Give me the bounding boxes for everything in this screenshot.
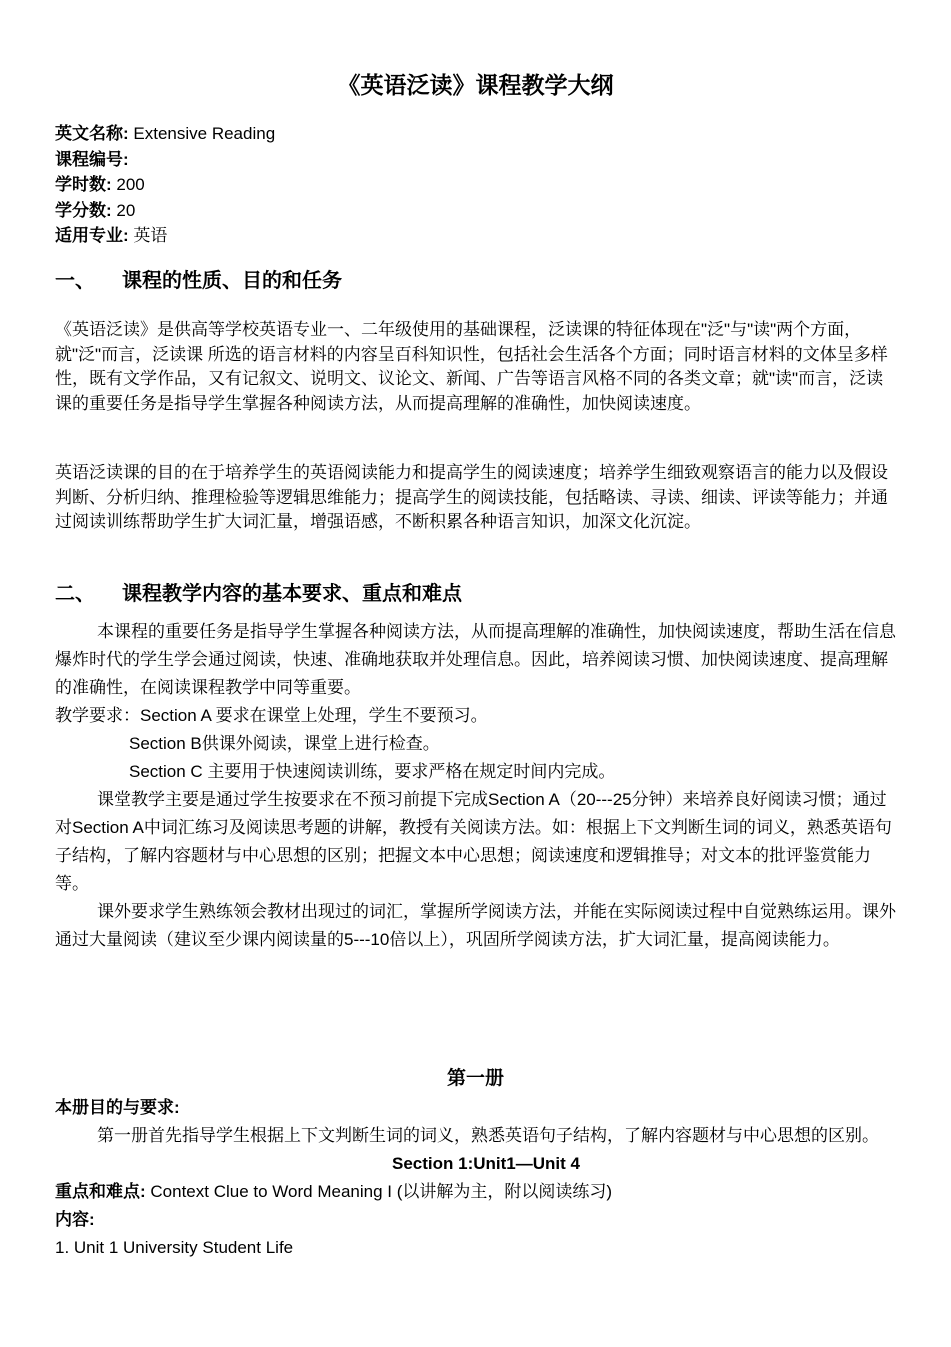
- section2-heading: 二、 课程教学内容的基本要求、重点和难点: [55, 583, 462, 605]
- volume1-content-label: 内容:: [55, 1210, 95, 1229]
- section1-heading: 一、 课程的性质、目的和任务: [55, 270, 342, 292]
- section1-paragraph-2: 英语泛读课的目的在于培养学生的英语阅读能力和提高学生的阅读速度；培养学生细致观察语言的能力以及假设判断、分析归纳、推理检验等逻辑思维能力；提高学生的阅读技能，包括略读、寻读、细读、评读等能力；并通过阅读训练帮助学生扩大词汇量，增强语感，不断积累各种语言知识，加深文化沉淀。: [55, 463, 888, 532]
- section2-paragraph-1: 本课程的重要任务是指导学生掌握各种阅读方法，从而提高理解的准确性，加快阅读速度，帮助生活在信息爆炸时代的学生学会通过阅读，快速、准确地获取并处理信息。因此，培养阅读习惯、加快阅读速度、提高理解的准确性，在阅读课程教学中同等重要。: [55, 622, 896, 697]
- section2-paragraph-3: 课外要求学生熟练领会教材出现过的词汇，掌握所学阅读方法，并能在实际阅读过程中自觉熟练运用。课外通过大量阅读（建议至少课内阅读量的5---10倍以上），巩固所学阅读方法，扩大词汇量，提高阅读能力。: [55, 902, 896, 949]
- volume1-goal-text: 第一册首先指导学生根据上下文判断生词的词义，熟悉英语句子结构，了解内容题材与中心思想的区别。: [97, 1126, 879, 1145]
- meta-english-name: 英文名称: Extensive Reading: [55, 124, 276, 143]
- meta-course-code: 课程编号:: [55, 149, 129, 169]
- meta-major: 适用专业: 英语: [55, 226, 168, 245]
- requirement-section-a: 教学要求：Section A 要求在课堂上处理，学生不要预习。: [55, 706, 488, 725]
- course-meta: [55, 121, 900, 249]
- requirement-section-b: Section B供课外阅读，课堂上进行检查。: [129, 734, 440, 753]
- volume1-goal-label: 本册目的与要求:: [55, 1098, 180, 1117]
- meta-hours: 学时数: 200: [55, 175, 145, 194]
- meta-credits: 学分数: 20: [55, 200, 136, 220]
- volume1-title: 第一册: [446, 1068, 504, 1089]
- page-title: 《英语泛读》课程教学大纲: [337, 72, 614, 98]
- section2-paragraph-2: 课堂教学主要是通过学生按要求在不预习前提下完成Section A（20---25分钟）来培养良好阅读习惯；通过对Section A中词汇练习及阅读思考题的讲解，教授有关阅读方法。如：根据上下文判断生词的词义，熟悉英语句子结构，了解内容题材与中心思想的区别；把握文本中心思想；阅读速度和逻辑推导；对文本的批评鉴赏能力等。: [55, 790, 892, 893]
- volume1-body: [55, 1094, 900, 1262]
- section2-body: [55, 618, 900, 954]
- volume1-section-heading: Section 1:Unit1—Unit 4: [392, 1154, 580, 1173]
- section1-paragraph-1: 《英语泛读》是供高等学校英语专业一、二年级使用的基础课程，泛读课的特征体现在"泛"与"读"两个方面，就"泛"而言，泛读课 所选的语言材料的内容呈百科知识性，包括社会生活各个方面；同时语言材料的文体呈多样性，既有文学作品，又有记叙文、说明文、议论文、新闻、广告等语言风格不同的各类文章；就"读"而言，泛读课的重要任务是指导学生掌握各种阅读方法，从而提高理解的准确性，加快阅读速度。: [55, 320, 888, 413]
- volume1-key-points: 重点和难点: Context Clue to Word Meaning I (以讲解为主，附以阅读练习): [55, 1182, 613, 1201]
- requirement-section-c: Section C 主要用于快速阅读训练，要求严格在规定时间内完成。: [129, 762, 616, 781]
- volume1-content-item-1: 1. Unit 1 University Student Life: [55, 1238, 294, 1257]
